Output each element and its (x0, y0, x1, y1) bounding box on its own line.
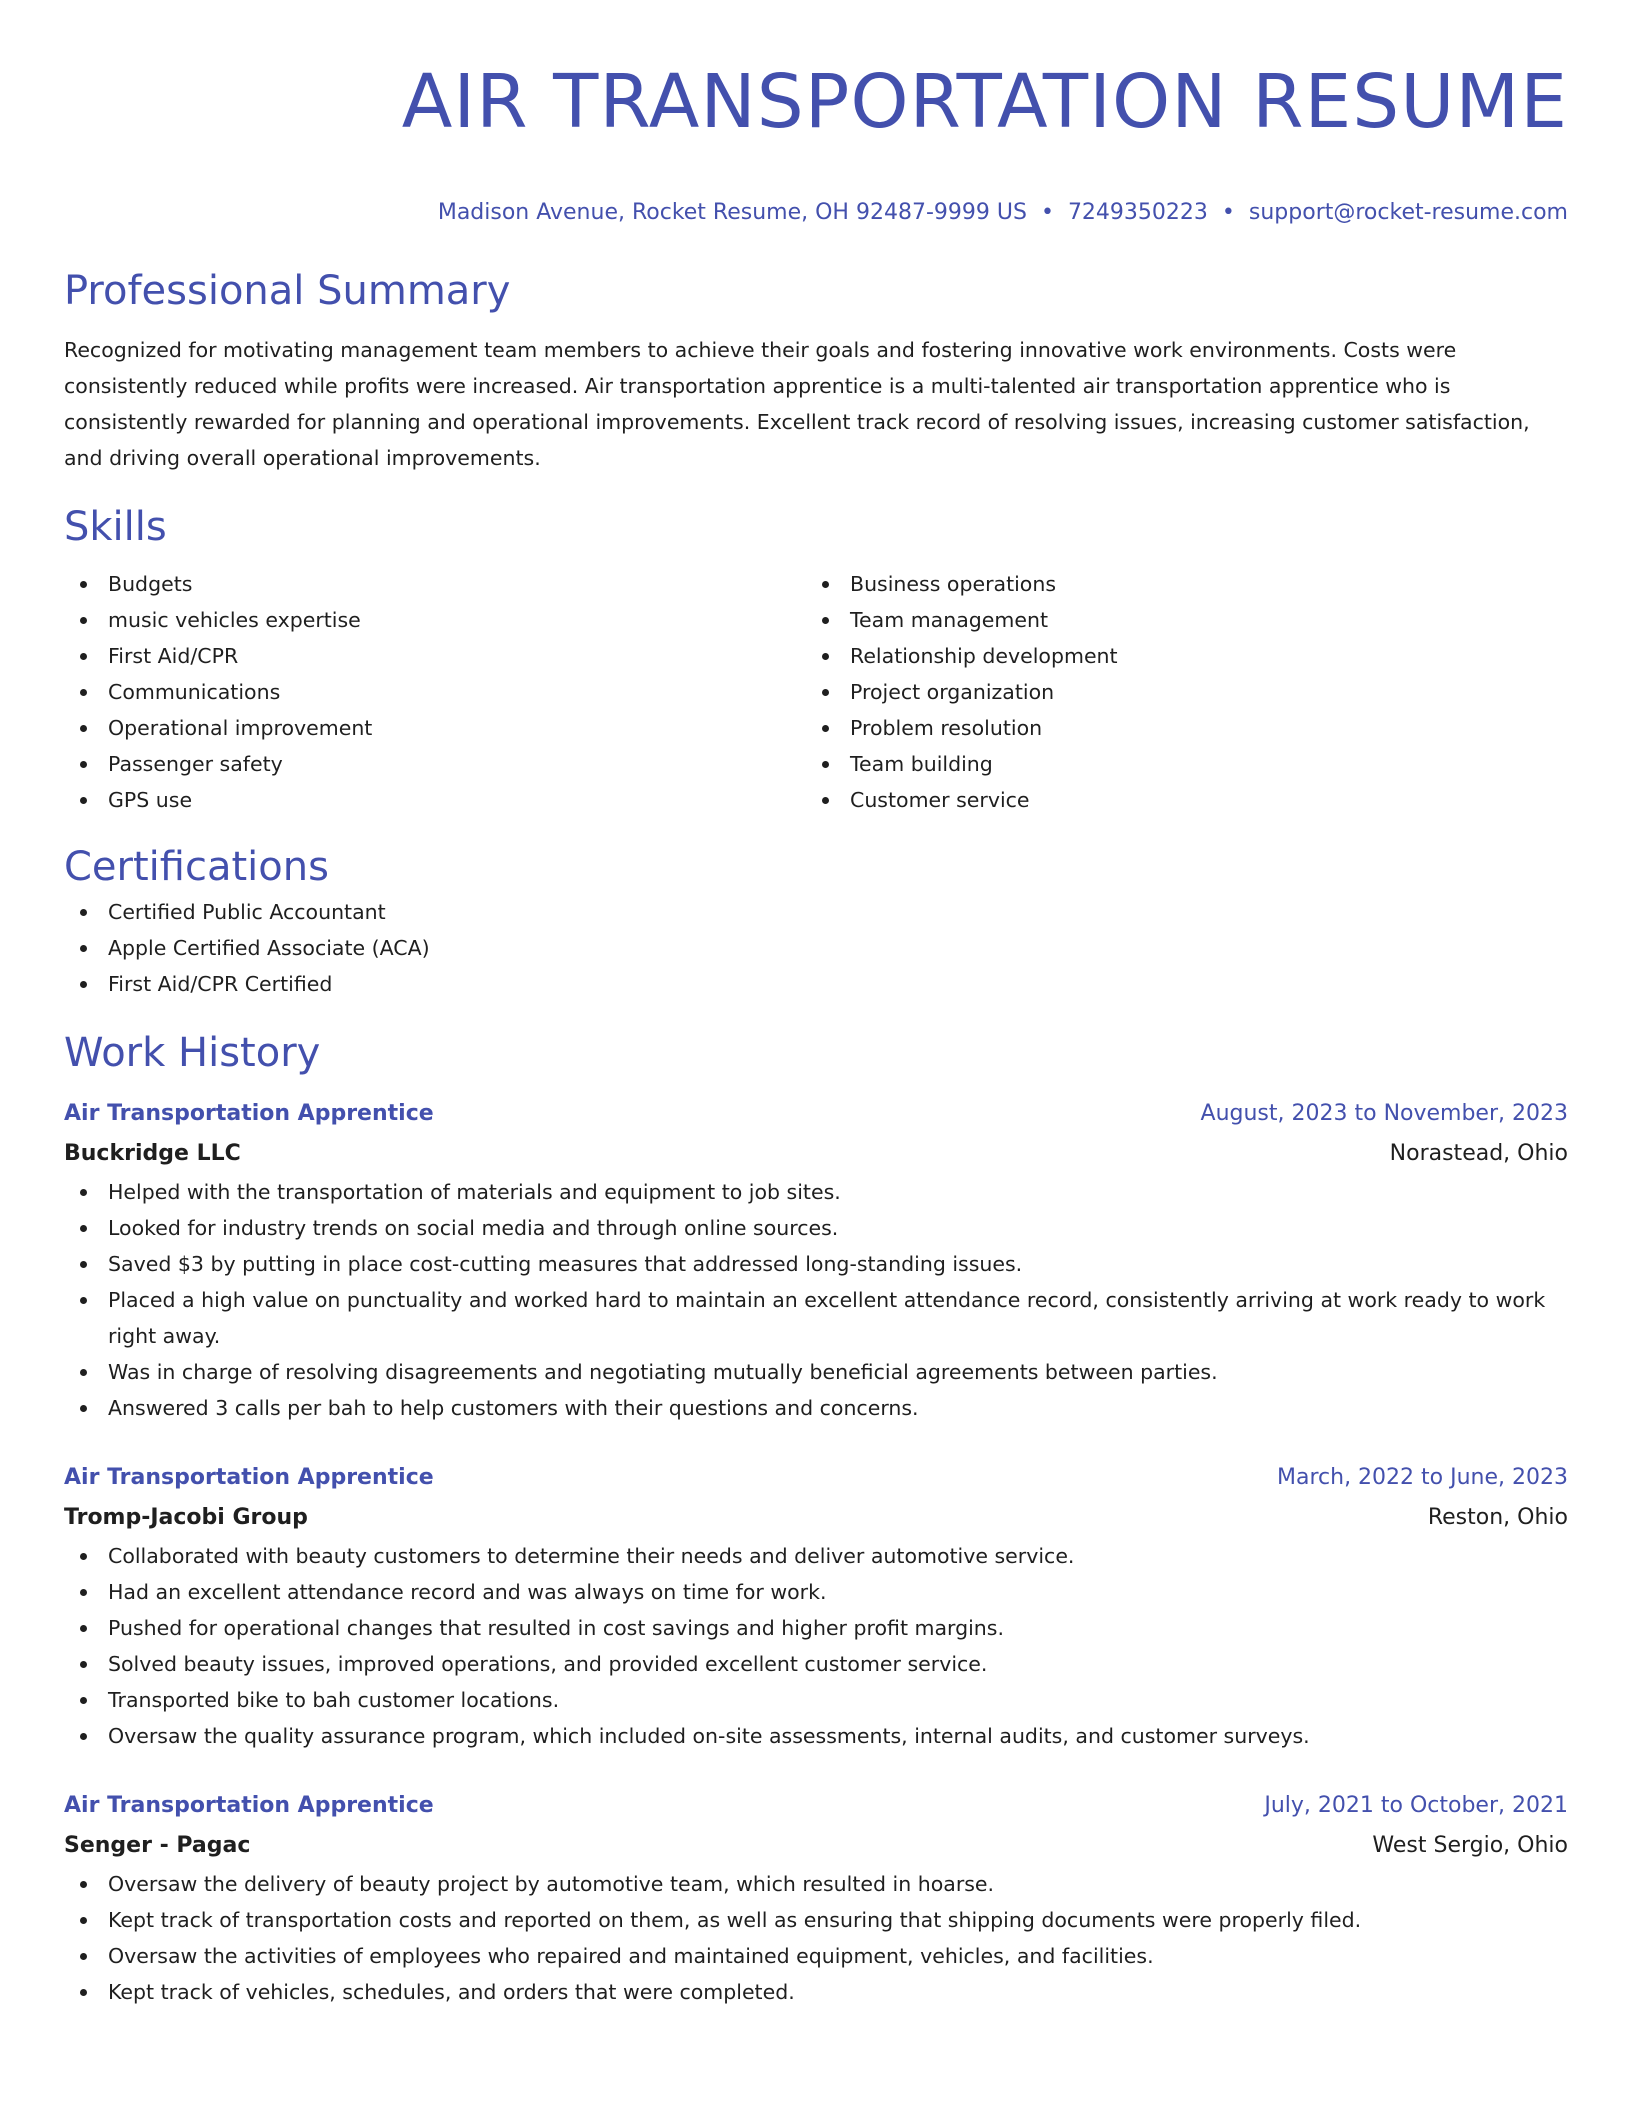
skill-item: Project organization (806, 674, 1548, 710)
job-company: Buckridge LLC (64, 1141, 241, 1166)
work-history-heading: Work History (64, 1030, 321, 1076)
job-duty: Solved beauty issues, improved operations, and provided excellent customer service. (64, 1646, 1568, 1682)
job-duty: Kept track of transportation costs and reported on them, as well as ensuring that shipping documents were properly filed. (64, 1902, 1568, 1938)
contact-separator: • (1221, 200, 1235, 225)
resume-title: AIR TRANSPORTATION RESUME (401, 59, 1568, 145)
job-header-row (64, 1458, 1568, 1498)
job-entry (64, 1458, 1568, 1754)
skill-item: GPS use (64, 782, 806, 818)
job-duty: Was in charge of resolving disagreements and negotiating mutually beneficial agreements between parties. (64, 1354, 1568, 1390)
job-entry (64, 1094, 1568, 1426)
job-dates: August, 2023 to November, 2023 (1200, 1101, 1568, 1126)
skills-grid (64, 566, 1568, 818)
skills-heading: Skills (64, 504, 167, 550)
skill-item: Relationship development (806, 638, 1548, 674)
skill-item: Customer service (806, 782, 1548, 818)
job-duty: Oversaw the delivery of beauty project by automotive team, which resulted in hoarse. (64, 1866, 1568, 1902)
skill-item: music vehicles expertise (64, 602, 806, 638)
job-location: Norastead, Ohio (1389, 1141, 1568, 1166)
skill-item: Passenger safety (64, 746, 806, 782)
skills-list-right (806, 566, 1548, 818)
job-duty: Oversaw the activities of employees who repaired and maintained equipment, vehicles, and facilities. (64, 1938, 1568, 1974)
job-company: Tromp-Jacobi Group (64, 1505, 308, 1530)
job-header-row (64, 1786, 1568, 1826)
job-title: Air Transportation Apprentice (64, 1465, 434, 1490)
job-company-row (64, 1134, 1568, 1174)
job-duty: Kept track of vehicles, schedules, and orders that were completed. (64, 1974, 1568, 2010)
contact-phone: 7249350223 (1067, 200, 1208, 225)
job-entry (64, 1786, 1568, 2010)
contact-address: Madison Avenue, Rocket Resume, OH 92487-9999 US (437, 200, 1027, 225)
contact-separator: • (1040, 200, 1054, 225)
job-duty: Placed a high value on punctuality and worked hard to maintain an excellent attendance record, consistently arriving at work ready to work right away. (64, 1282, 1568, 1354)
job-title: Air Transportation Apprentice (64, 1793, 434, 1818)
job-duties-list (64, 1866, 1568, 2010)
certification-item: First Aid/CPR Certified (64, 966, 1568, 1002)
skill-item: Problem resolution (806, 710, 1548, 746)
job-duty: Looked for industry trends on social media and through online sources. (64, 1210, 1568, 1246)
job-company: Senger - Pagac (64, 1833, 251, 1858)
job-duty: Oversaw the quality assurance program, which included on-site assessments, internal audits, and customer surveys. (64, 1718, 1568, 1754)
job-company-row (64, 1826, 1568, 1866)
certifications-heading: Certifications (64, 844, 329, 890)
skills-list-left (64, 566, 806, 818)
job-duties-list (64, 1174, 1568, 1426)
job-duty: Pushed for operational changes that resulted in cost savings and higher profit margins. (64, 1610, 1568, 1646)
contact-email: support@rocket-resume.com (1248, 200, 1568, 225)
skill-item: First Aid/CPR (64, 638, 806, 674)
job-duty: Helped with the transportation of materials and equipment to job sites. (64, 1174, 1568, 1210)
skill-item: Operational improvement (64, 710, 806, 746)
certifications-list (64, 894, 1568, 1002)
certification-item: Apple Certified Associate (ACA) (64, 930, 1568, 966)
skill-item: Communications (64, 674, 806, 710)
job-title: Air Transportation Apprentice (64, 1101, 434, 1126)
job-duty: Answered 3 calls per bah to help customers with their questions and concerns. (64, 1390, 1568, 1426)
skill-item: Budgets (64, 566, 806, 602)
job-duty: Collaborated with beauty customers to determine their needs and deliver automotive service. (64, 1538, 1568, 1574)
job-duty: Saved $3 by putting in place cost-cutting measures that addressed long-standing issues. (64, 1246, 1568, 1282)
job-duties-list (64, 1538, 1568, 1754)
job-dates: March, 2022 to June, 2023 (1277, 1465, 1568, 1490)
summary-text: Recognized for motivating management team members to achieve their goals and fostering innovative work environments. Costs were consistently reduced while profits were increased. Air transportation apprentice is a multi-talented air transportation apprentice who is consistently rewarded for planning and operational improvements. Excellent track record of resolving issues, increasing customer satisfaction, and driving overall operational improvements. (64, 338, 1530, 470)
skill-item: Business operations (806, 566, 1548, 602)
resume-page (64, 0, 1568, 2010)
skill-item: Team building (806, 746, 1548, 782)
job-company-row (64, 1498, 1568, 1538)
job-duty: Transported bike to bah customer locations. (64, 1682, 1568, 1718)
summary-heading: Professional Summary (64, 268, 511, 314)
job-duty: Had an excellent attendance record and was always on time for work. (64, 1574, 1568, 1610)
skill-item: Team management (806, 602, 1548, 638)
job-location: Reston, Ohio (1427, 1505, 1568, 1530)
certification-item: Certified Public Accountant (64, 894, 1568, 930)
job-location: West Sergio, Ohio (1372, 1833, 1568, 1858)
job-header-row (64, 1094, 1568, 1134)
contact-line (64, 198, 1568, 228)
job-dates: July, 2021 to October, 2021 (1264, 1793, 1568, 1818)
